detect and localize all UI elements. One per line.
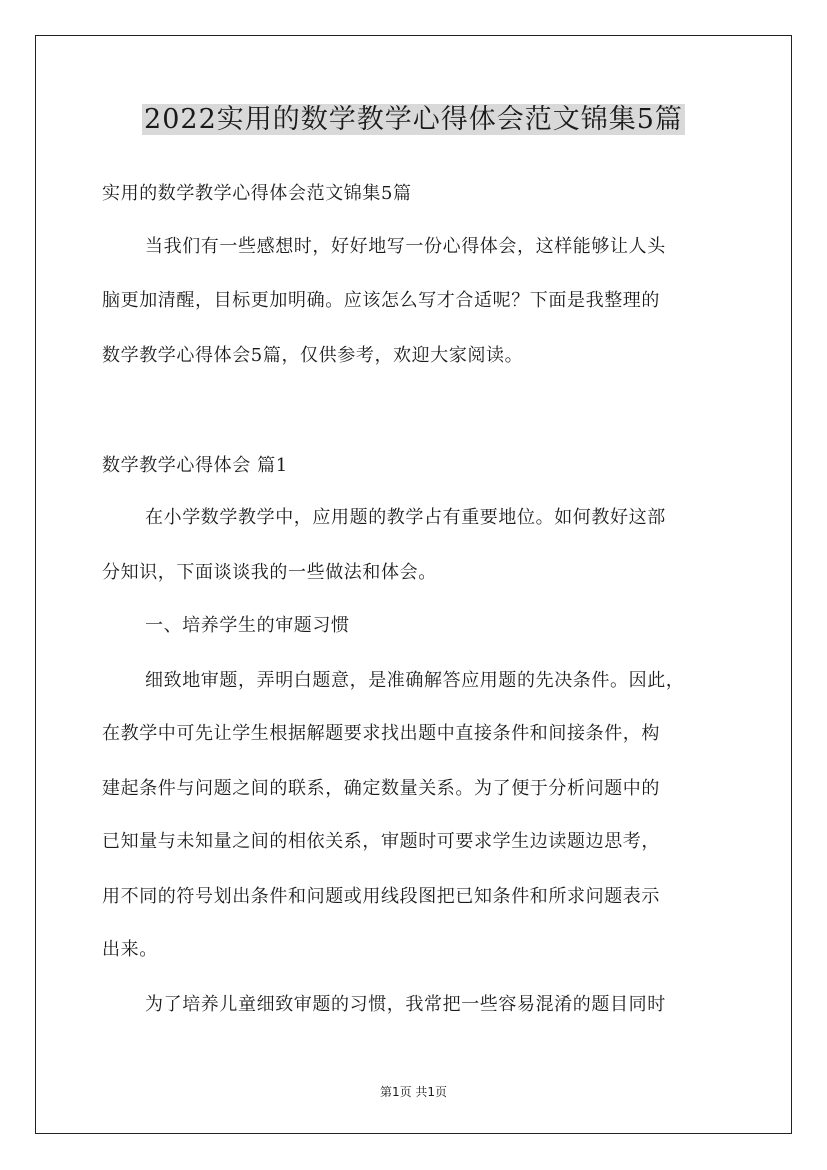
- intro-line-2: 脑更加清醒，目标更加明确。应该怎么写才合适呢？下面是我整理的: [102, 290, 660, 311]
- intro-line-3: 数学教学心得体会5篇，仅供参考，欢迎大家阅读。: [102, 345, 524, 366]
- paragraph-line-10: 为了培养儿童细致审题的习惯，我常把一些容易混淆的题目同时: [145, 994, 666, 1015]
- paragraph-line-2: 分知识，下面谈谈我的一些做法和体会。: [102, 562, 437, 583]
- intro-line-1: 当我们有一些感想时，好好地写一份心得体会，这样能够让人头: [145, 236, 666, 257]
- paragraph-line-1: 在小学数学教学中，应用题的教学占有重要地位。如何教好这部: [145, 507, 666, 528]
- page-footer: 第1页 共1页: [379, 1085, 448, 1099]
- paragraph-line-9: 出来。: [102, 939, 158, 960]
- section-heading: 数学教学心得体会 篇1: [102, 455, 288, 476]
- document-subtitle: 实用的数学教学心得体会范文锦集5篇: [102, 183, 412, 204]
- paragraph-line-7: 已知量与未知量之间的相依关系，审题时可要求学生边读题边思考，: [102, 831, 660, 852]
- paragraph-line-5: 在教学中可先让学生根据解题要求找出题中直接条件和间接条件，构: [102, 723, 660, 744]
- paragraph-line-6: 建起条件与问题之间的联系，确定数量关系。为了便于分析问题中的: [102, 778, 660, 799]
- subheading-review-habit: 一、培养学生的审题习惯: [145, 615, 350, 636]
- paragraph-line-8: 用不同的符号划出条件和问题或用线段图把已知条件和所求问题表示: [102, 886, 660, 907]
- paragraph-line-4: 细致地审题，弄明白题意，是准确解答应用题的先决条件。因此，: [145, 670, 685, 691]
- document-title-text: 2022实用的数学教学心得体会范文锦集5篇: [144, 104, 683, 135]
- document-title: [0, 98, 827, 142]
